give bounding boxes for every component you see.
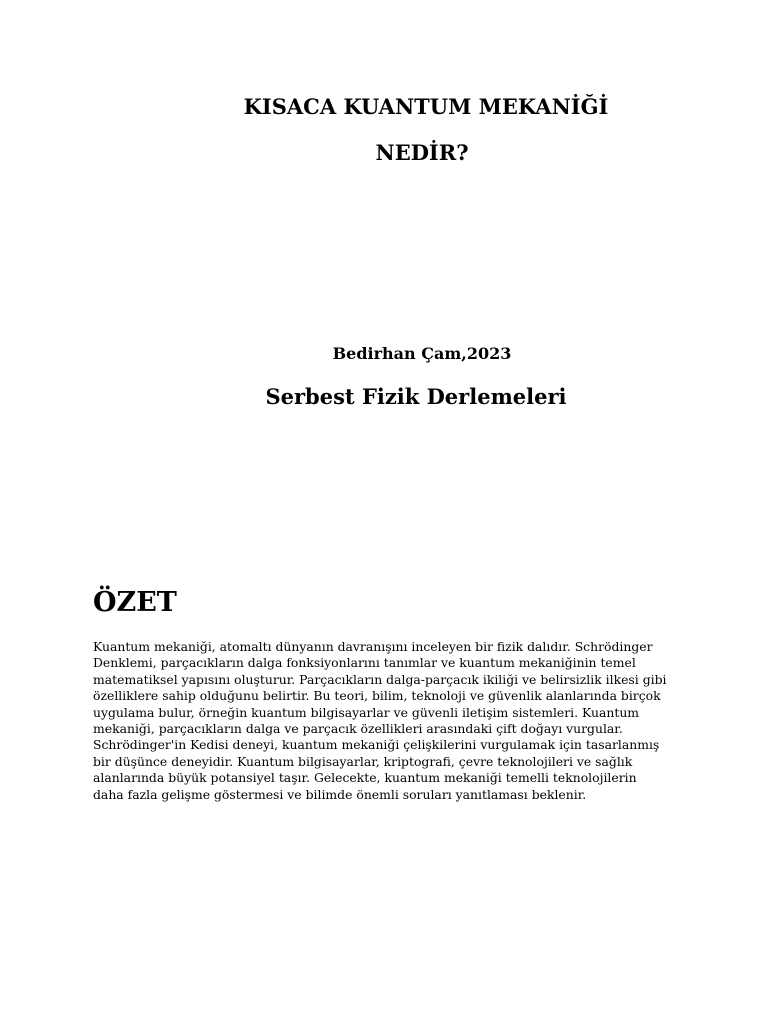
series-name: Serbest Fizik Derlemeleri: [265, 384, 567, 409]
abstract-line: bir düşünce deneyidir. Kuantum bilgisayarlar, kriptografi, çevre teknolojileri ve sağlık: [93, 753, 633, 769]
abstract-line: matematiksel yapısını oluşturur. Parçacıkların dalga-parçacık ikiliği ve belirsizlik ilkesi gibi: [93, 671, 667, 687]
abstract-line: Kuantum mekaniği, atomaltı dünyanın davranışını inceleyen bir fizik dalıdır. Schrödinger: [93, 639, 653, 654]
abstract-line: daha fazla gelişme göstermesi ve bilimde önemli soruları yanıtlaması beklenir.: [93, 786, 587, 802]
abstract-line: alanlarında büyük potansiyel taşır. Gelecekte, kuantum mekaniği temelli teknolojilerin: [93, 770, 637, 786]
abstract-body: [93, 639, 693, 803]
abstract-line: uygulama bulur, örneğin kuantum bilgisayarlar ve güvenli iletişim sistemleri. Kuantum: [93, 704, 640, 720]
abstract-heading: ÖZET: [93, 587, 177, 618]
title-line-2: NEDİR?: [375, 140, 469, 165]
abstract-line: mekaniği, parçacıkların dalga ve parçacık özellikleri arasındaki çift doğayı vurgular.: [93, 721, 623, 737]
abstract-line: Schrödinger'in Kedisi deneyi, kuantum mekaniği çelişkilerini vurgulamak için tasarlanmış: [93, 737, 660, 753]
abstract-line: Denklemi, parçacıkların dalga fonksiyonlarını tanımlar ve kuantum mekaniğinin temel: [93, 655, 636, 671]
title-line-1: KISACA KUANTUM MEKANİĞİ: [243, 94, 609, 119]
author-and-year: Bedirhan Çam,2023: [332, 344, 512, 363]
abstract-line: özelliklere sahip olduğunu belirtir. Bu teori, bilim, teknoloji ve güvenlik alanlarında birçok: [93, 688, 661, 704]
